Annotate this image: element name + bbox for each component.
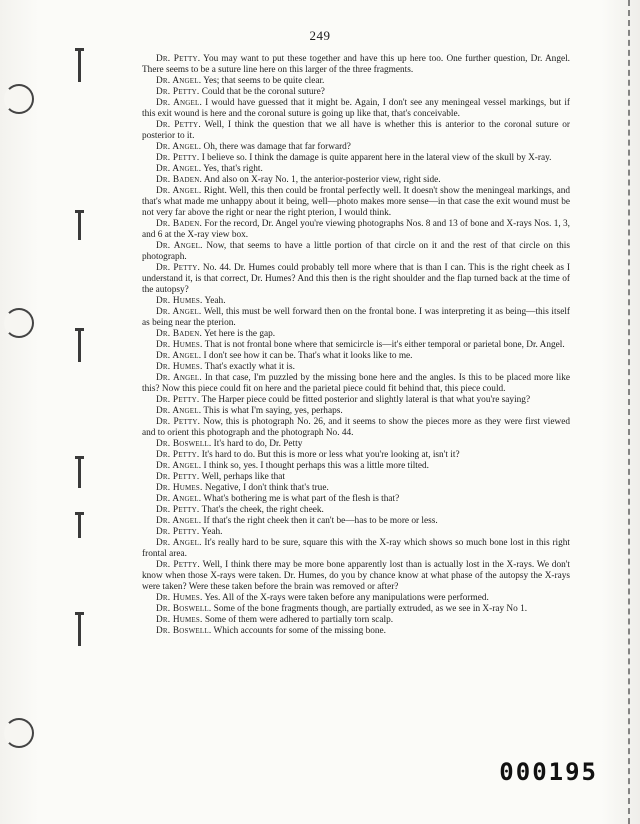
margin-tab-mark [78,210,81,240]
speaker-name: Dr. Baden. [156,175,202,185]
transcript-paragraph [142,406,570,417]
speaker-name: Dr. Baden. [156,219,203,229]
speaker-name: Dr. Baden. [156,329,202,339]
speech-text: Well, this must be well forward then on the frontal bone. I was interpreting it as being—this itself as being near the pterion. [142,307,570,328]
speaker-name: Dr. Angel. [156,142,202,152]
punch-hole [4,308,34,338]
margin-tab-mark [78,48,81,82]
transcript-paragraph [142,296,570,307]
speaker-name: Dr. Humes. [156,593,203,603]
speech-text: It's hard to do, Dr. Petty [213,439,303,449]
speech-text: That's the cheek, the right cheek. [201,505,324,515]
speech-text: If that's the right cheek then it can't be—has to be more or less. [203,516,438,526]
speech-text: Yes, that's right. [203,164,263,174]
speaker-name: Dr. Angel. [156,164,202,174]
transcript-paragraph [142,593,570,604]
speaker-name: Dr. Angel. [156,494,202,504]
speech-text: I would have guessed that it might be. Again, I don't see any meningeal vessel markings, but if this exit wound is here and the coronal suture is going up like that, that's conceivable. [142,98,571,119]
transcript-paragraph [142,351,570,362]
speaker-name: Dr. Boswell. [156,626,212,636]
speech-text: It's really hard to be sure, square this with the X-ray which shows so much bone lost in this right frontal area. [142,538,571,559]
transcript-paragraph [142,439,570,450]
speaker-name: Dr. Angel. [156,373,202,383]
speech-text: Yes. All of the X-rays were taken before any manipulations were performed. [204,593,489,603]
speech-text: This is what I'm saying, yes, perhaps. [203,406,343,416]
transcript-paragraph [142,87,570,98]
speaker-name: Dr. Humes. [156,615,203,625]
transcript-paragraph [142,604,570,615]
speaker-name: Dr. Humes. [156,483,203,493]
punch-hole [4,84,34,114]
speech-text: You may want to put these together and have this up here too. One further question, Dr. Angel. There seems to be a suture line here on this larger of the three fragments. [142,54,570,75]
transcript-paragraph [142,307,570,329]
speech-text: I don't see how it can be. That's what it looks like to me. [203,351,413,361]
speech-text: Could that be the coronal suture? [201,87,325,97]
margin-tab-mark [78,512,81,538]
speech-text: Negative, I don't think that's true. [204,483,329,493]
speech-text: That is not frontal bone where that semicircle is—it's either temporal or parietal bone, Dr. Angel. [204,340,565,350]
transcript-paragraph [142,417,570,439]
transcript-paragraph [142,538,570,560]
speech-text: And also on X-ray No. 1, the anterior-posterior view, right side. [203,175,441,185]
speaker-name: Dr. Angel. [156,516,202,526]
transcript-paragraph [142,472,570,483]
transcript-paragraph [142,450,570,461]
transcript-paragraph [142,395,570,406]
speaker-name: Dr. Petty. [156,560,200,570]
speech-text: I believe so. I think the damage is quite apparent here in the lateral view of the skull by X-ray. [201,153,552,163]
speaker-name: Dr. Petty. [156,417,201,427]
page-number: 249 [309,28,331,43]
transcript-paragraph [142,362,570,373]
speaker-name: Dr. Petty. [156,54,201,64]
transcript-paragraph [142,505,570,516]
transcript-paragraph [142,54,570,76]
margin-tab-mark [78,456,81,488]
margin-tab-mark [78,328,81,362]
speech-text: That's exactly what it is. [204,362,295,372]
speaker-name: Dr. Petty. [156,505,200,515]
speech-text: I think so, yes. I thought perhaps this was a little more tilted. [203,461,429,471]
document-number-stamp: 000195 [499,758,598,786]
transcript-paragraph [142,516,570,527]
speaker-name: Dr. Humes. [156,296,203,306]
transcript-paragraph [142,527,570,538]
transcript-paragraph [142,98,570,120]
transcript-paragraph [142,329,570,340]
transcript-paragraph [142,76,570,87]
speech-text: Oh, there was damage that far forward? [203,142,351,152]
margin-tab-mark [78,612,81,646]
speech-text: Well, perhaps like that [201,472,285,482]
punch-hole [4,718,34,748]
speaker-name: Dr. Humes. [156,362,203,372]
speaker-name: Dr. Angel. [156,351,202,361]
speech-text: Now, this is photograph No. 26, and it seems to show the pieces more as they were first viewed and to orient this photograph and the photograph No. 44. [142,417,570,438]
transcript-paragraph [142,373,570,395]
binding-edge [628,0,636,824]
speech-text: Yes; that seems to be quite clear. [203,76,325,86]
speaker-name: Dr. Angel. [156,186,202,196]
speech-text: Yet here is the gap. [203,329,276,339]
transcript-paragraph [142,153,570,164]
transcript-paragraph [142,560,570,593]
speech-text: Yeah. [201,527,223,537]
speaker-name: Dr. Petty. [156,263,200,273]
speech-text: Right. Well, this then could be frontal perfectly well. It doesn't show the meningeal markings, and that's what made me unhappy about it being, well—photo makes more sense—in that case the exit wound must be not very far above the right or near the right pterion, I would think. [142,186,571,218]
speaker-name: Dr. Angel. [156,307,202,317]
speech-text: It's hard to do. But this is more or less what you're looking at, isn't it? [201,450,460,460]
speech-text: Which accounts for some of the missing bone. [213,626,386,636]
speaker-name: Dr. Petty. [156,120,201,130]
speech-text: Well, I think there may be more bone apparently lost than is actually lost in the X-rays. We don't know when those X-rays were taken. Dr. Humes, do you by chance know at what phase of the autopsy the X-rays were taken? Were these taken before the brain was removed or after? [142,560,570,592]
speech-text: Some of the bone fragments though, are partially extruded, as we see in X-ray No 1. [213,604,528,614]
transcript-paragraph [142,461,570,472]
speaker-name: Dr. Petty. [156,450,200,460]
speaker-name: Dr. Petty. [156,87,200,97]
speaker-name: Dr. Angel. [156,98,202,108]
speaker-name: Dr. Angel. [156,461,202,471]
transcript-paragraph [142,120,570,142]
speaker-name: Dr. Angel. [156,538,202,548]
speaker-name: Dr. Petty. [156,153,200,163]
speech-text: Yeah. [204,296,226,306]
transcript-body [142,54,570,637]
speaker-name: Dr. Boswell. [156,604,212,614]
transcript-paragraph [142,263,570,296]
speech-text: In that case, I'm puzzled by the missing bone here and the angles. Is this to be placed more like this? Now this piece could fit on here and the parietal piece could fit behind that, this piece could. [142,373,570,394]
speaker-name: Dr. Humes. [156,340,203,350]
speaker-name: Dr. Angel. [156,241,203,251]
speech-text: Well, I think the question that we all have is whether this is anterior to the coronal suture or posterior to it. [142,120,570,141]
transcript-paragraph [142,340,570,351]
speech-text: Some of them were adhered to partially torn scalp. [204,615,394,625]
transcript-paragraph [142,219,570,241]
transcript-paragraph [142,615,570,626]
speech-text: The Harper piece could be fitted posterior and slightly lateral is that what you're saying? [201,395,531,405]
speaker-name: Dr. Petty. [156,472,200,482]
speaker-name: Dr. Petty. [156,527,200,537]
transcript-paragraph [142,483,570,494]
speech-text: No. 44. Dr. Humes could probably tell more where that is than I can. This is the right cheek as I understand it, is that correct, Dr. Humes? And this then is the right shoulder and the flap turned back at the time of the autopsy? [142,263,570,295]
speaker-name: Dr. Petty. [156,395,200,405]
transcript-paragraph [142,175,570,186]
transcript-paragraph [142,164,570,175]
speaker-name: Dr. Angel. [156,406,202,416]
speech-text: For the record, Dr. Angel you're viewing photographs Nos. 8 and 13 of bone and X-rays Nos. 1, 3, and 6 at the X-ray view box. [142,219,571,240]
speech-text: Now, that seems to have a little portion of that circle on it and the rest of that circle on this photograph. [142,241,571,262]
transcript-paragraph [142,186,570,219]
transcript-paragraph [142,626,570,637]
speaker-name: Dr. Boswell. [156,439,212,449]
speaker-name: Dr. Angel. [156,76,202,86]
transcript-paragraph [142,241,570,263]
transcript-paragraph [142,142,570,153]
transcript-paragraph [142,494,570,505]
speech-text: What's bothering me is what part of the flesh is that? [203,494,400,504]
